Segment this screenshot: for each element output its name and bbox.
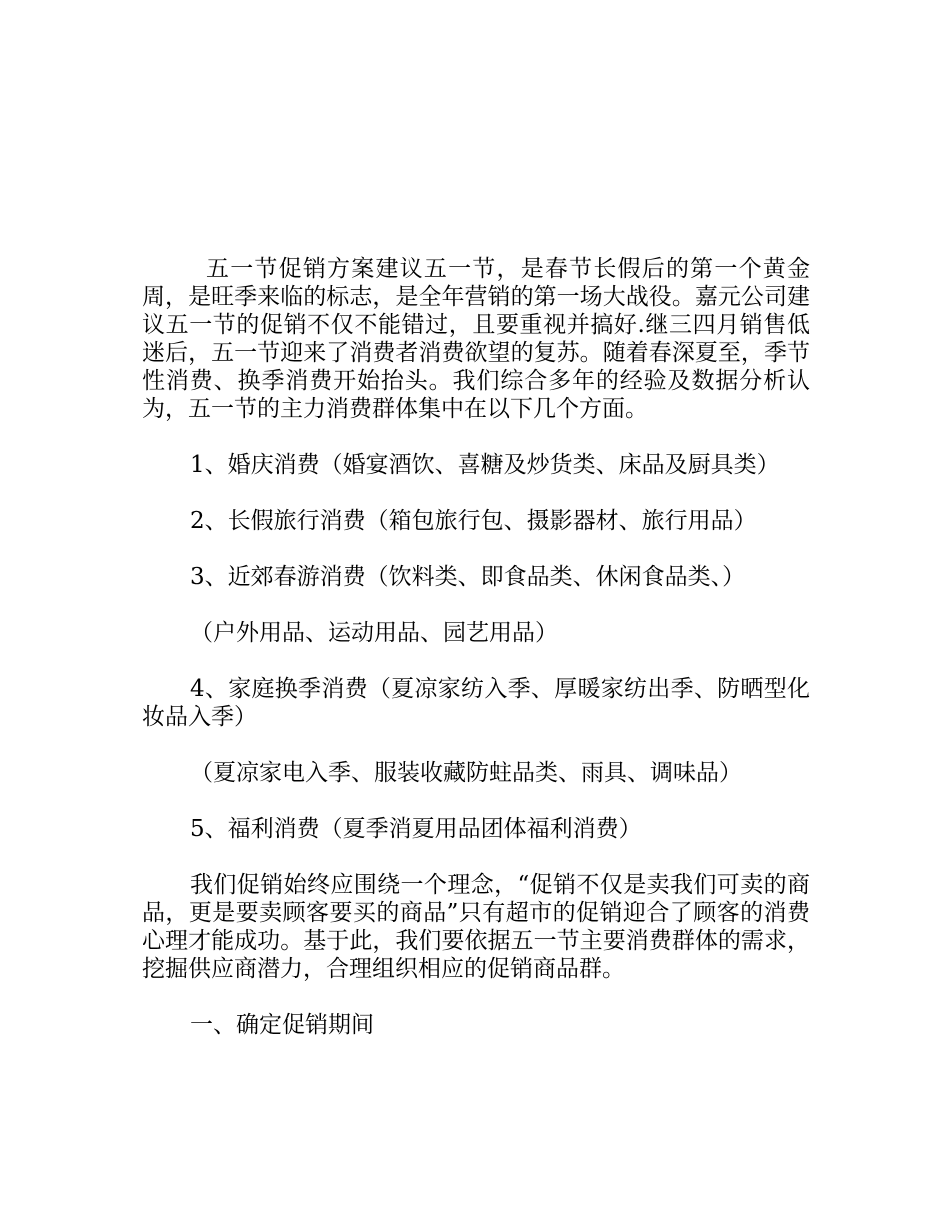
list-item-travel: 2、长假旅行消费（箱包旅行包、摄影器材、旅行用品）: [190, 508, 757, 534]
intro-paragraph: 五一节促销方案建议五一节，是春节长假后的第一个黄金周，是旺季来临的标志，是全年营销的第一场大战役。嘉元公司建议五一节的促销不仅不能错过，且要重视并搞好.继三四月销售低迷后，五一节迎来了消费者消费欲望的复苏。随着春深夏至，季节性消费、换季消费开始抬头。我们综合多年的经验及数据分析认为，五一节的主力消费群体集中在以下几个方面。: [142, 256, 810, 422]
document-page: [142, 255, 810, 1039]
list-item-season-change: 4、家庭换季消费（夏凉家纺入季、厚暖家纺出季、防晒型化妆品入季）: [142, 676, 810, 730]
list-item-welfare: 5、福利消费（夏季消夏用品团体福利消费）: [190, 816, 642, 842]
list-item-spring-outing-extra: （户外用品、运动用品、园艺用品）: [190, 620, 558, 646]
list-item-season-change-extra: （夏凉家电入季、服装收藏防蛀品类、雨具、调味品）: [190, 760, 742, 786]
concept-paragraph: 我们促销始终应围绕一个理念，“促销不仅是卖我们可卖的商品，更是要卖顾客要买的商品”只有超市的促销迎合了顾客的消费心理才能成功。基于此，我们要依据五一节主要消费群体的需求，挖掘供应商潜力，合理组织相应的促销商品群。: [142, 872, 810, 982]
list-item-wedding: 1、婚庆消费（婚宴酒饮、喜糖及炒货类、床品及厨具类）: [190, 452, 780, 478]
list-item-spring-outing: 3、近郊春游消费（饮料类、即食品类、休闲食品类、）: [190, 564, 746, 590]
section-heading-promotion-period: 一、确定促销期间: [190, 1012, 374, 1038]
